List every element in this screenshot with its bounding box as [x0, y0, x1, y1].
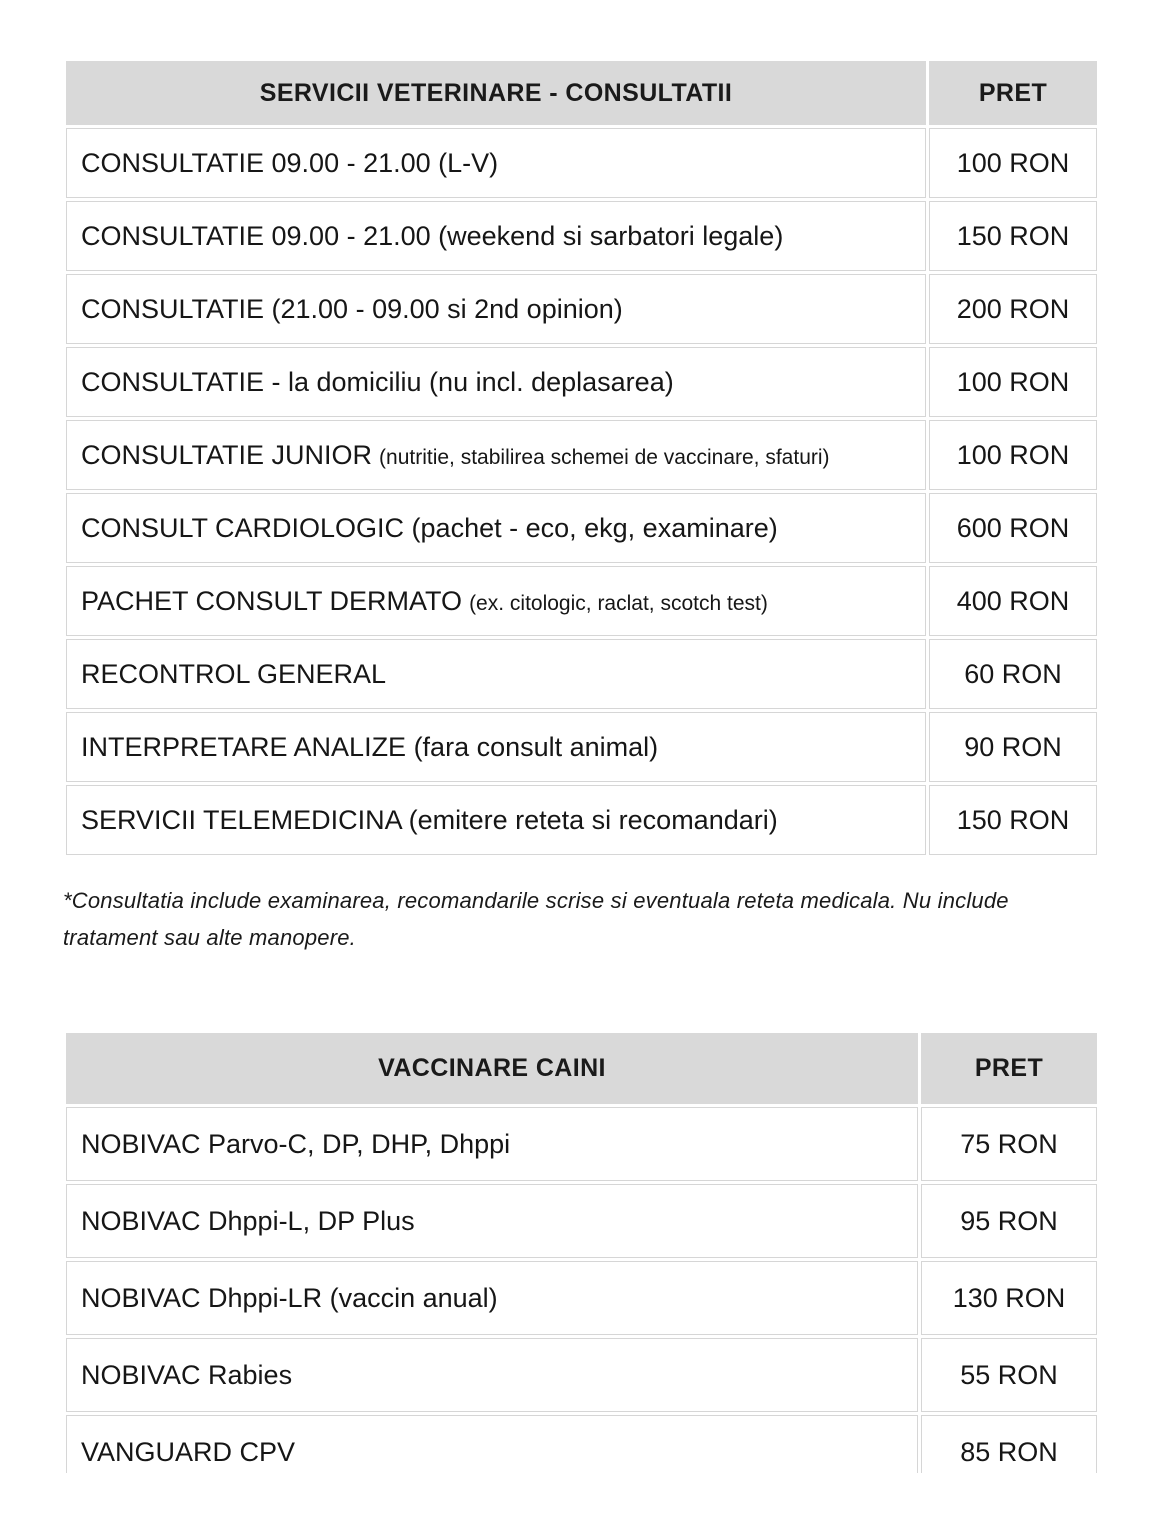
service-name: PACHET CONSULT DERMATO: [81, 585, 463, 616]
table-row: [66, 1184, 1097, 1258]
table-row: [66, 712, 1097, 782]
service-name: SERVICII TELEMEDICINA (emitere reteta si recomandari): [81, 804, 778, 835]
service-cell: [66, 201, 926, 271]
price-cell: 60 RON: [929, 639, 1097, 709]
vaccination-table-clip: [63, 1030, 1100, 1473]
service-note: (ex. citologic, raclat, scotch test): [469, 591, 768, 615]
table-title: SERVICII VETERINARE - CONSULTATII: [66, 61, 926, 125]
price-cell: 150 RON: [929, 785, 1097, 855]
table-header-row: [66, 1033, 1097, 1104]
service-cell: [66, 1107, 918, 1181]
price-cell: 85 RON: [921, 1415, 1097, 1473]
price-cell: 400 RON: [929, 566, 1097, 636]
price-cell: 150 RON: [929, 201, 1097, 271]
price-cell: 90 RON: [929, 712, 1097, 782]
price-header: PRET: [929, 61, 1097, 125]
service-name: NOBIVAC Rabies: [81, 1359, 293, 1390]
footnote: *Consultatia include examinarea, recomandarile scrise si eventuala reteta medicala. Nu include tratament sau alte manopere.: [63, 888, 1009, 950]
price-cell: 130 RON: [921, 1261, 1097, 1335]
price-header: PRET: [921, 1033, 1097, 1104]
service-name: CONSULTATIE (21.00 - 09.00 si 2nd opinion): [81, 293, 623, 324]
table-row: [66, 493, 1097, 563]
table-row: [66, 128, 1097, 198]
price-cell: 75 RON: [921, 1107, 1097, 1181]
service-cell: [66, 420, 926, 490]
service-name: VANGUARD CPV: [81, 1436, 296, 1467]
price-cell: 100 RON: [929, 128, 1097, 198]
service-name: CONSULTATIE JUNIOR: [81, 439, 373, 470]
table-row: [66, 1338, 1097, 1412]
service-cell: [66, 347, 926, 417]
service-name: RECONTROL GENERAL: [81, 658, 387, 689]
table-title: VACCINARE CAINI: [66, 1033, 918, 1104]
service-name: CONSULTATIE - la domiciliu (nu incl. deplasarea): [81, 366, 674, 397]
service-cell: [66, 1184, 918, 1258]
service-cell: [66, 639, 926, 709]
vaccination-table: [63, 1030, 1100, 1473]
service-cell: [66, 274, 926, 344]
consultations-table: [63, 58, 1100, 858]
service-cell: [66, 712, 926, 782]
service-name: NOBIVAC Dhppi-LR (vaccin anual): [81, 1282, 498, 1313]
service-cell: [66, 785, 926, 855]
table-row: [66, 639, 1097, 709]
table-row: [66, 201, 1097, 271]
price-cell: 100 RON: [929, 347, 1097, 417]
table-header-row: [66, 61, 1097, 125]
service-cell: [66, 493, 926, 563]
service-cell: [66, 128, 926, 198]
service-cell: [66, 566, 926, 636]
service-cell: [66, 1261, 918, 1335]
price-cell: 200 RON: [929, 274, 1097, 344]
table-row: [66, 785, 1097, 855]
table-row: [66, 347, 1097, 417]
table-row: [66, 1107, 1097, 1181]
service-note: (nutritie, stabilirea schemei de vaccinare, sfaturi): [379, 445, 830, 469]
table-row: [66, 1415, 1097, 1473]
price-cell: 600 RON: [929, 493, 1097, 563]
service-cell: [66, 1338, 918, 1412]
table-row: [66, 566, 1097, 636]
service-name: CONSULT CARDIOLOGIC (pachet - eco, ekg, examinare): [81, 512, 778, 543]
table-row: [66, 274, 1097, 344]
price-cell: 95 RON: [921, 1184, 1097, 1258]
service-name: NOBIVAC Dhppi-L, DP Plus: [81, 1205, 415, 1236]
service-name: CONSULTATIE 09.00 - 21.00 (L-V): [81, 147, 499, 178]
table-row: [66, 420, 1097, 490]
price-cell: 100 RON: [929, 420, 1097, 490]
service-name: INTERPRETARE ANALIZE (fara consult animal): [81, 731, 659, 762]
table-row: [66, 1261, 1097, 1335]
service-cell: [66, 1415, 918, 1473]
service-name: NOBIVAC Parvo-C, DP, DHP, Dhppi: [81, 1128, 511, 1159]
service-name: CONSULTATIE 09.00 - 21.00 (weekend si sarbatori legale): [81, 220, 784, 251]
price-cell: 55 RON: [921, 1338, 1097, 1412]
